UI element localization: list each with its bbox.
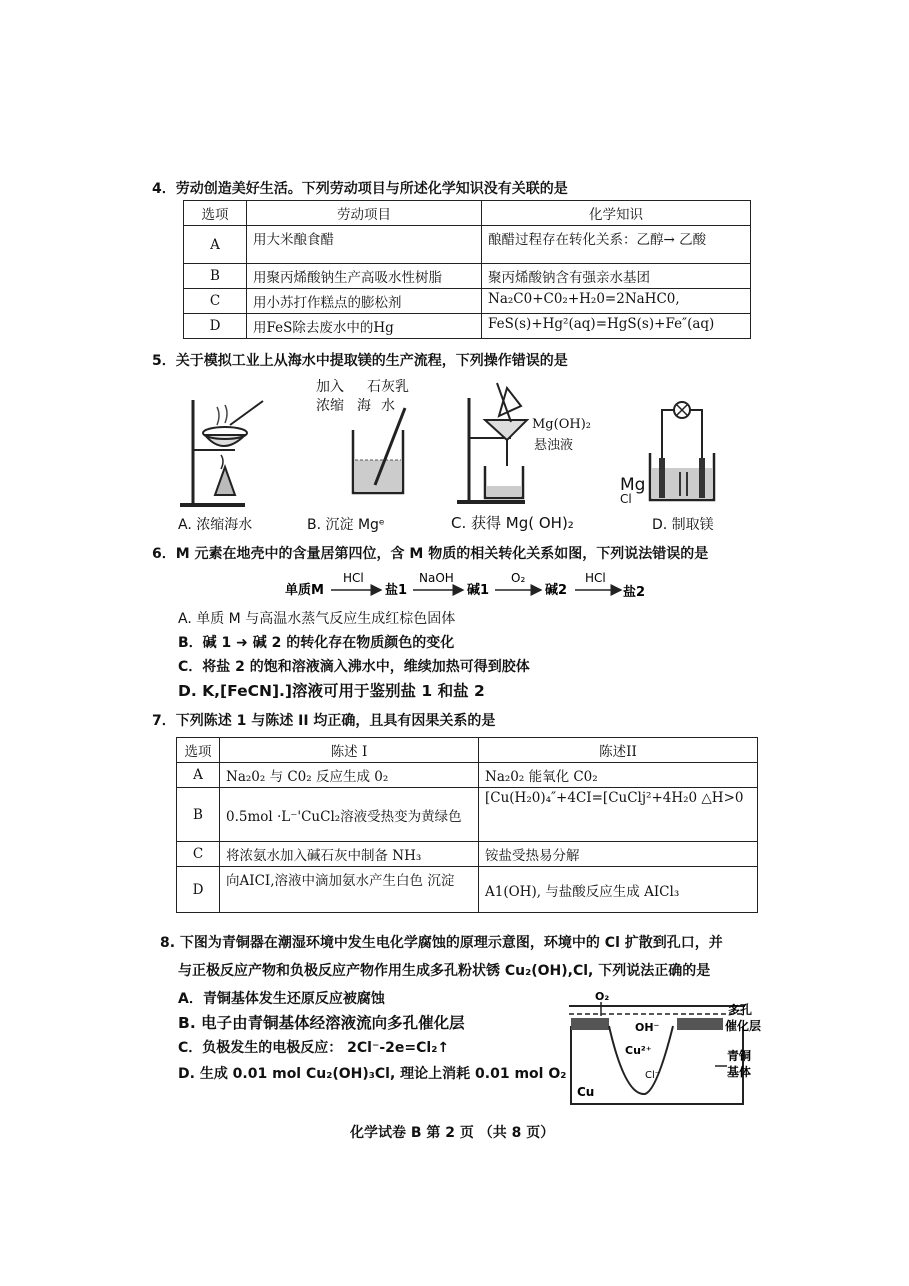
q6-option-d: D. K,[FeCN].]溶液可用于鉴别盐 1 和盐 2 — [178, 682, 485, 700]
q8-option-d: D. 生成 0.01 mol Cu₂(OH)₃Cl, 理论上消耗 0.01 mol O₂ — [178, 1066, 567, 1082]
diagram-cu: Cu — [577, 1085, 595, 1099]
q7-table — [176, 737, 758, 913]
q6-option-c: C．将盐 2 的饱和溶液滴入沸水中，维续加热可得到胶体 — [178, 659, 530, 675]
caption-d: D. 制取镁 — [652, 517, 714, 533]
diagram-cl: Cl⁻ — [645, 1070, 661, 1081]
q4-header-item: 劳动项目 — [247, 201, 482, 226]
q4-row-c-option: C — [184, 289, 247, 314]
q4-row-d-item: 用FeS除去废水中的Hg — [247, 314, 482, 339]
q7-header-option: 选项 — [177, 738, 220, 763]
q7-row-b-s2: [Cu(H₂0)₄″+4CI=[CuClj²+4H₂0 △H>0 — [479, 788, 758, 842]
q7-stem: 7．下列陈述 1 与陈述 II 均正确，且具有因果关系的是 — [152, 713, 496, 729]
q8-option-a: A．青铜基体发生还原反应被腐蚀 — [178, 991, 385, 1007]
q4-table — [183, 200, 751, 339]
apparatus-a-evaporation — [175, 395, 270, 513]
q4-row-d-knowledge: FeS(s)+Hg²(aq)=HgS(s)+Fe″(aq) — [482, 314, 751, 339]
q4-row-c-knowledge: Na₂C0+C0₂+H₂0=2NaHC0, — [482, 289, 751, 314]
chain-elemental-m: 单质M — [285, 583, 324, 598]
q7-row-c-s2: 铵盐受热易分解 — [479, 842, 758, 867]
q4-row-b-item: 用聚丙烯酸钠生产高吸水性树脂 — [247, 264, 482, 289]
q7-row-d-s1: 向AICI,溶液中滴加氨水产生白色 沉淀 — [220, 867, 479, 913]
q6-option-a: A. 单质 M 与高温水蒸气反应生成红棕色固体 — [178, 611, 456, 627]
q6-stem: 6．M 元素在地壳中的含量居第四位，含 M 物质的相关转化关系如图，下列说法错误的是 — [152, 546, 709, 562]
chain-base-1: 碱1 — [467, 583, 490, 598]
q6-option-b: B．碱 1 ➜ 碱 2 的转化存在物质颜色的变化 — [178, 635, 455, 651]
q4-row-a-knowledge: 酿醋过程存在转化关系：乙醇→ 乙酸 — [482, 226, 751, 264]
chain-reagent-o2: O₂ — [511, 571, 526, 585]
apparatus-d-electrolysis — [640, 398, 730, 508]
q4-header-option: 选项 — [184, 201, 247, 226]
chain-reagent-naoh: NaOH — [419, 571, 454, 585]
q4-row-b-knowledge: 聚丙烯酸钠含有强亲水基团 — [482, 264, 751, 289]
q4-row-a-option: A — [184, 226, 247, 264]
diagram-base-1: 青铜 — [727, 1049, 752, 1063]
q7-row-a-option: A — [177, 763, 220, 788]
q7-row-d-option: D — [177, 867, 220, 913]
q4-stem: 4．劳动创造美好生活。下列劳动项目与所述化学知识没有关联的是 — [152, 181, 568, 197]
q5-stem: 5．关于模拟工业上从海水中提取镁的生产流程，下列操作错误的是 — [152, 353, 568, 369]
q4-header-knowledge: 化学知识 — [482, 201, 751, 226]
apparatus-b-label-sea: 海 — [357, 398, 371, 414]
apparatus-b-beaker — [345, 405, 415, 500]
q8-option-c: C．负极发生的电极反应： 2Cl⁻-2e=Cl₂↑ — [178, 1040, 450, 1056]
q4-row-b-option: B — [184, 264, 247, 289]
apparatus-c-label-mgoh2: Mg(OH)₂ — [532, 417, 591, 432]
chain-base-2: 碱2 — [545, 583, 568, 598]
q7-row-b-option: B — [177, 788, 220, 842]
q7-row-d-s2: A1(OH), 与盐酸反应生成 AICl₃ — [479, 867, 758, 913]
diagram-oh: OH⁻ — [635, 1021, 660, 1034]
apparatus-c-filtration — [455, 378, 535, 508]
q4-row-a-item: 用大米酿食醋 — [247, 226, 482, 264]
chain-reagent-hcl-2: HCl — [585, 571, 606, 585]
q4-row-d-option: D — [184, 314, 247, 339]
apparatus-b-label-add: 加入 — [316, 379, 344, 395]
apparatus-d-label-mg: Mg — [620, 475, 646, 495]
chain-salt-2: 盐2 — [623, 585, 646, 600]
apparatus-c-label-suspension: 悬浊液 — [534, 438, 574, 453]
q7-row-a-s1: Na₂0₂ 与 C0₂ 反应生成 0₂ — [220, 763, 479, 788]
q4-row-c-item: 用小苏打作糕点的膨松剂 — [247, 289, 482, 314]
q7-row-a-s2: Na₂0₂ 能氧化 C0₂ — [479, 763, 758, 788]
diagram-cu2: Cu²⁺ — [625, 1044, 652, 1057]
q8-corrosion-diagram — [565, 986, 765, 1108]
chain-salt-1: 盐1 — [385, 583, 408, 598]
diagram-layer-1: 多孔 — [728, 1003, 753, 1017]
q8-stem-line2: 与正极反应产物和负极反应产物作用生成多孔粉状锈 Cu₂(OH),Cl, 下列说法正确的是 — [178, 963, 711, 979]
apparatus-b-label-limemilk: 石灰乳 — [367, 379, 409, 395]
q8-option-b: B. 电子由青铜基体经溶液流向多孔催化层 — [178, 1014, 465, 1032]
diagram-layer-2: 催化层 — [725, 1019, 762, 1033]
q7-row-c-s1: 将浓氨水加入碱石灰中制备 NH₃ — [220, 842, 479, 867]
apparatus-d-label-cl: Cl — [620, 492, 632, 506]
q7-row-b-s1: 0.5mol ·L⁻'CuCl₂溶液受热变为黄绿色 — [220, 788, 479, 842]
q7-row-c-option: C — [177, 842, 220, 867]
caption-b: B. 沉淀 Mgᵉ — [307, 517, 385, 533]
diagram-o2: O₂ — [595, 990, 610, 1003]
q6-conversion-chain — [285, 566, 655, 600]
q7-header-s1: 陈述 I — [220, 738, 479, 763]
diagram-base-2: 基体 — [727, 1065, 752, 1079]
q8-stem-line1: 8. 下图为青铜器在潮湿环境中发生电化学腐蚀的原理示意图，环境中的 Cl 扩散到孔口，并 — [160, 935, 723, 951]
page-footer: 化学试卷 B 第 2 页 （共 8 页） — [350, 1125, 555, 1141]
caption-c: C. 获得 Mg( OH)₂ — [451, 514, 574, 532]
apparatus-b-label-concentrate: 浓缩 — [316, 398, 344, 414]
chain-reagent-hcl-1: HCl — [343, 571, 364, 585]
caption-a: A. 浓缩海水 — [178, 517, 253, 533]
q7-header-s2: 陈述II — [479, 738, 758, 763]
apparatus-b-label-water: 水 — [381, 398, 395, 414]
